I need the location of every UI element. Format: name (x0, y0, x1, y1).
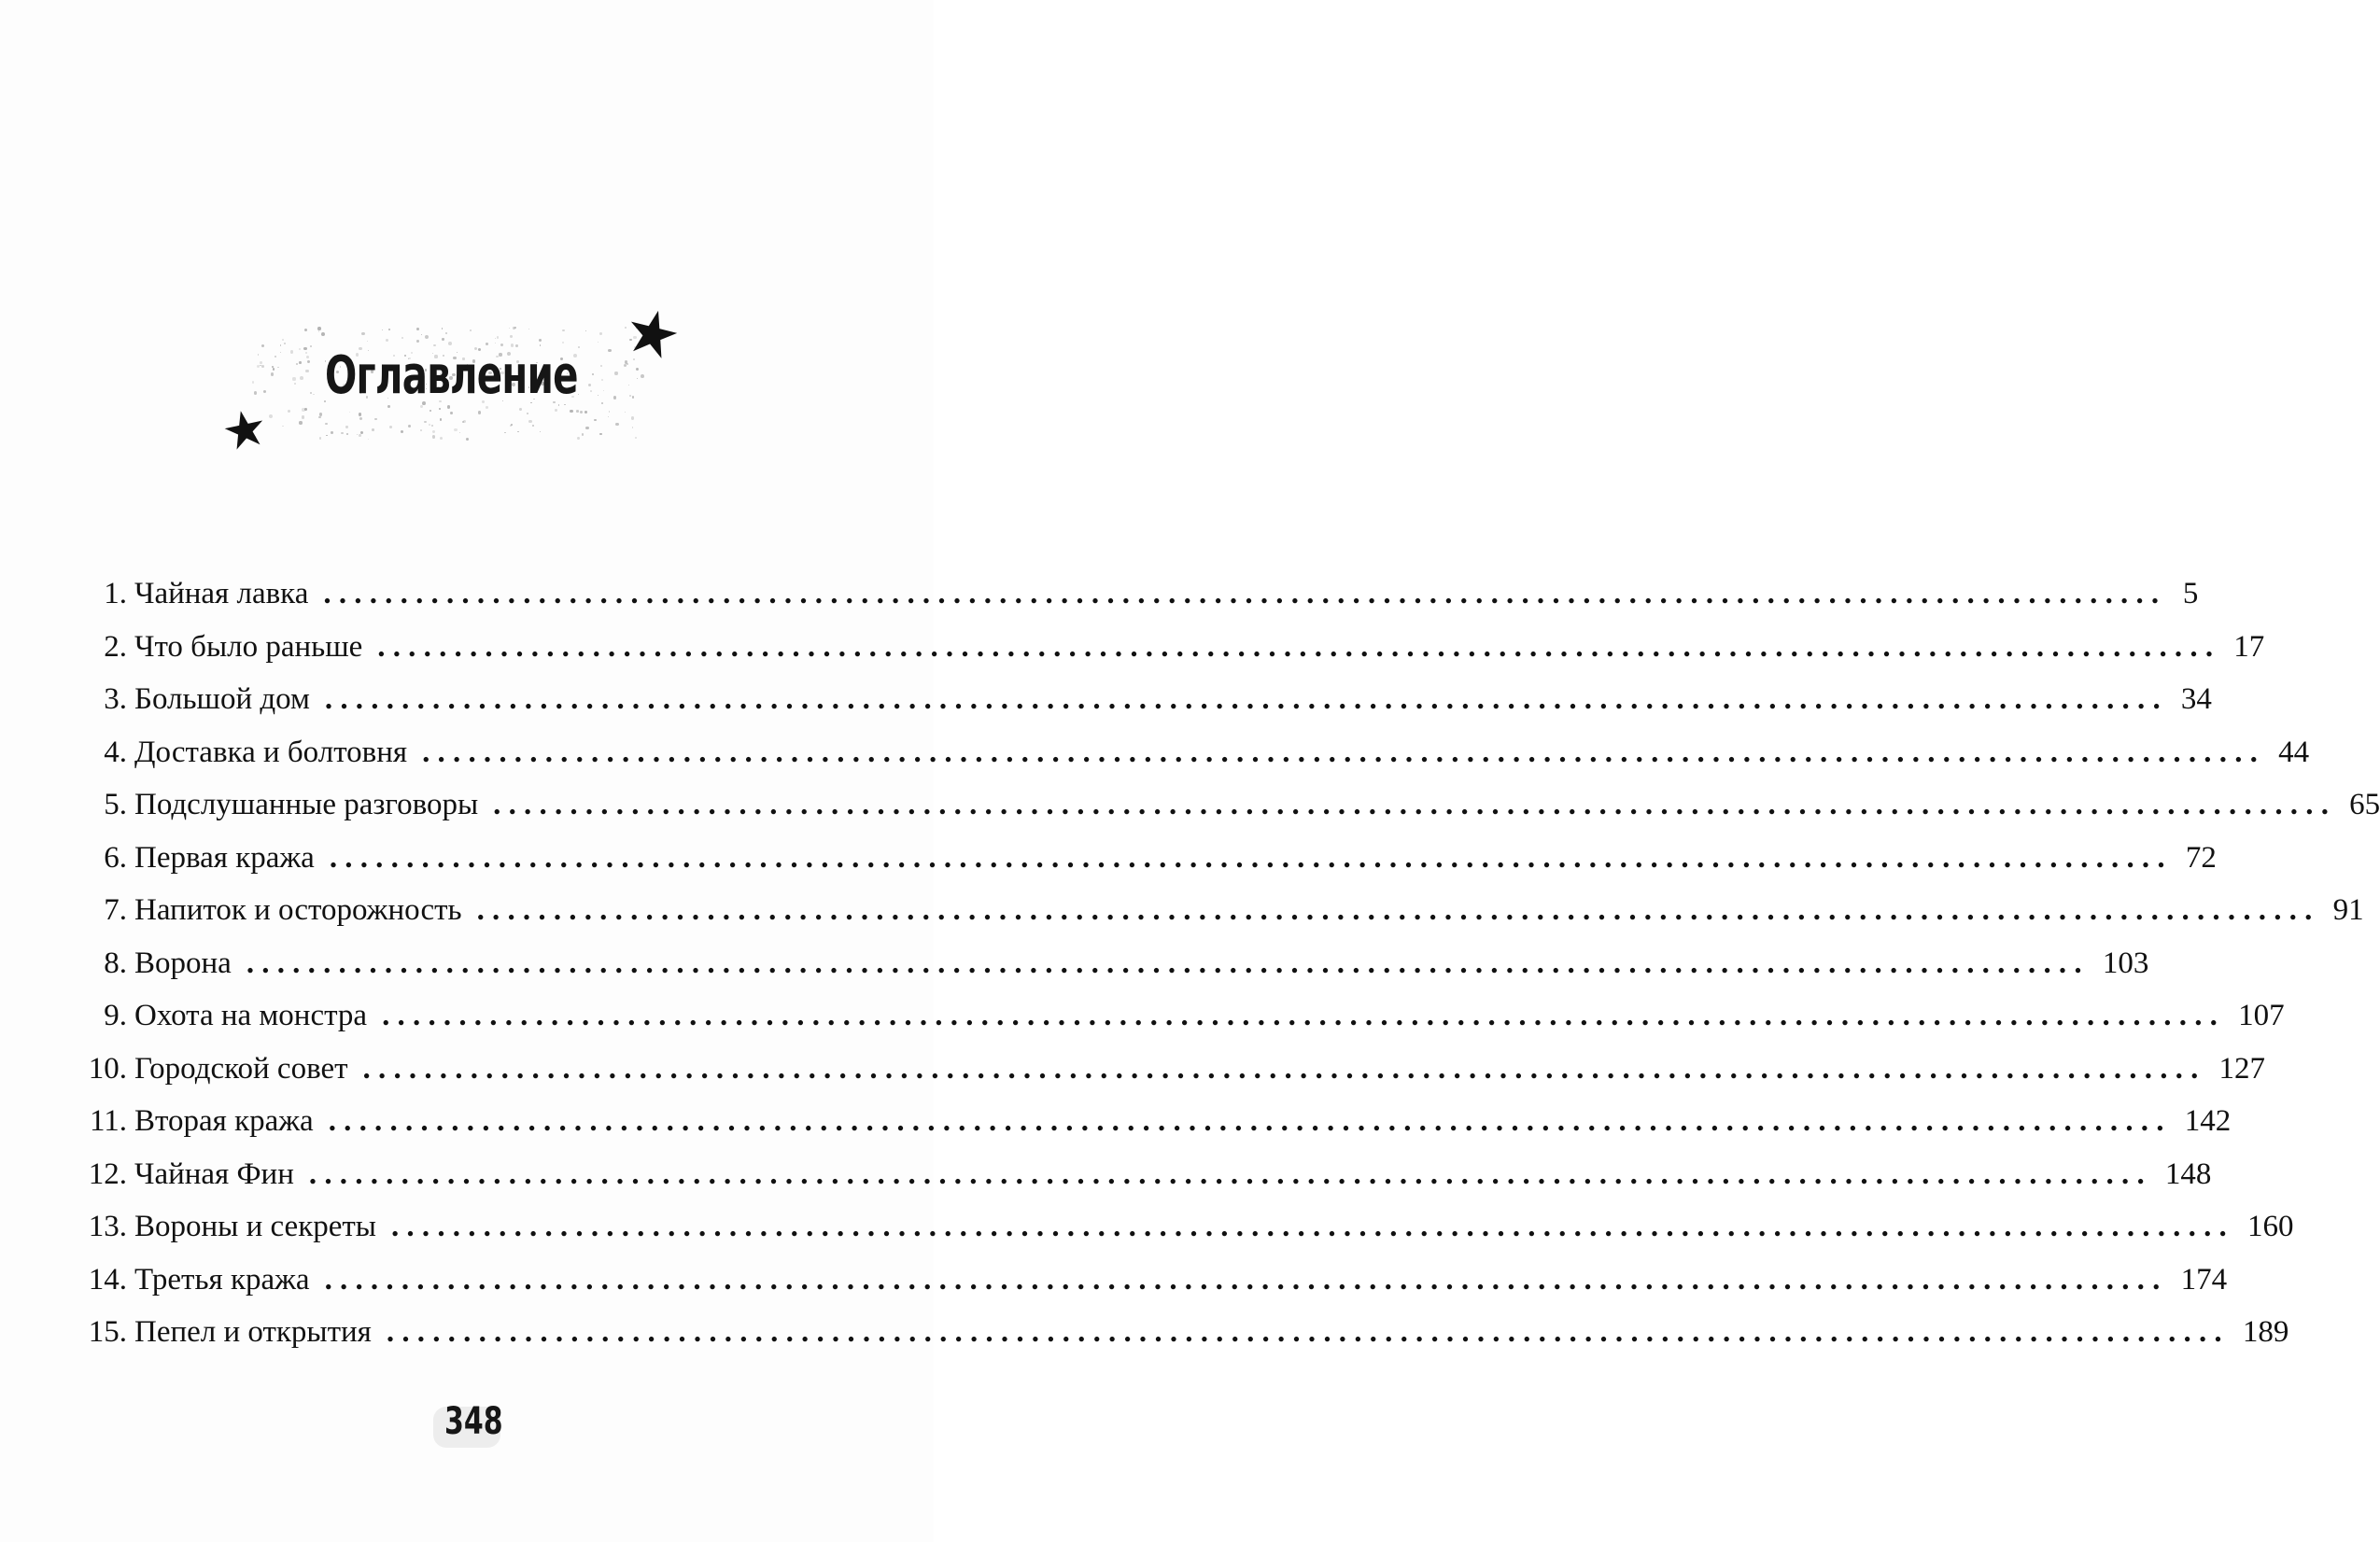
speckle-dot (442, 328, 444, 329)
speckle-dot (296, 363, 297, 364)
speckle-dot (628, 385, 629, 386)
speckle-dot (304, 329, 307, 331)
toc-entry (73, 726, 2310, 779)
speckle-dot (430, 410, 431, 412)
speckle-dot (585, 330, 586, 331)
speckle-dot (562, 329, 564, 331)
speckle-dot (416, 328, 419, 330)
speckle-dot (590, 390, 592, 392)
speckle-dot (302, 415, 305, 419)
speckle-dot (440, 418, 443, 421)
toc-entry (73, 832, 2217, 885)
speckle-dot (599, 332, 602, 335)
toc-entry-page: 148 (2164, 1156, 2212, 1191)
speckle-dot (625, 412, 626, 413)
speckle-dot (580, 411, 583, 414)
toc-entry-title: Вторая кража (134, 1104, 314, 1138)
speckle-dot (425, 335, 429, 339)
speckle-dot (349, 412, 350, 413)
toc-entry-title: Что было раньше (134, 629, 363, 664)
toc-entry (73, 1200, 2294, 1254)
toc-entry (73, 568, 2199, 621)
speckle-dot (310, 392, 313, 395)
speckle-dot (478, 411, 482, 414)
speckle-dot (509, 328, 510, 329)
speckle-dot (631, 416, 635, 420)
speckle-dot (421, 334, 422, 335)
speckle-dot (599, 433, 601, 435)
speckle-dot (420, 429, 422, 431)
toc-entry (73, 884, 2364, 937)
speckle-dot (613, 396, 616, 399)
speckle-dot (357, 434, 358, 435)
toc-entry (73, 1254, 2228, 1307)
speckle-dot (288, 410, 290, 413)
speckle-dot (318, 330, 319, 331)
toc-entry-page: 65 (2349, 788, 2380, 821)
speckle-dot (632, 396, 634, 398)
toc-entry-title: Вороны и секреты (134, 1210, 376, 1243)
toc-entry (73, 778, 2380, 832)
toc-entry-number: 6. (104, 840, 127, 875)
speckle-dot (359, 417, 362, 420)
speckle-dot (625, 327, 627, 329)
speckle-dot (440, 437, 444, 441)
speckle-dot (321, 332, 325, 336)
toc-entry-title: Чайная лавка (134, 577, 309, 610)
speckle-dot (442, 338, 444, 340)
speckle-dot (585, 427, 588, 429)
toc-entry-title: Первая кража (134, 840, 315, 875)
toc-entry-number: 14. (88, 1262, 127, 1297)
toc-dot-leader: ........................................................................................................................ (382, 999, 2226, 1032)
toc-entry-number: 9. (104, 999, 127, 1032)
speckle-dot (540, 431, 541, 432)
speckle-dot (372, 428, 374, 431)
speckle-dot (368, 439, 369, 440)
toc-entry-page: 34 (2180, 682, 2212, 716)
page-title: Оглавление (325, 345, 578, 406)
toc-entry-title: Подслушанные разговоры (134, 788, 479, 821)
speckle-dot (577, 437, 580, 440)
toc-entry (73, 937, 2149, 990)
speckle-dot (513, 327, 514, 329)
speckle-dot (271, 372, 274, 375)
speckle-dot (303, 347, 306, 350)
toc-entry-page: 91 (2332, 893, 2364, 927)
speckle-dot (382, 329, 383, 330)
speckle-dot (361, 332, 364, 335)
toc-entry-number: 3. (104, 682, 127, 716)
toc-entry-title: Третья кража (134, 1262, 310, 1297)
speckle-dot (637, 378, 638, 379)
speckle-dot (601, 402, 603, 404)
toc-entry-title: Городской совет (134, 1051, 348, 1086)
speckle-dot (432, 435, 436, 439)
speckle-dot (280, 344, 281, 345)
speckle-dot (459, 432, 460, 433)
speckle-dot (307, 360, 310, 363)
toc-entry-page: 174 (2180, 1262, 2228, 1297)
speckle-dot (584, 411, 587, 414)
speckle-dot (313, 394, 314, 395)
speckle-dot (576, 410, 579, 413)
toc-entry-page: 189 (2242, 1315, 2289, 1349)
toc-entry-number: 11. (89, 1104, 127, 1138)
speckle-dot (252, 381, 254, 383)
speckle-dot (261, 365, 264, 368)
toc-dot-leader: ........................................................................................................................ (308, 1156, 2152, 1191)
toc-entry-page: 103 (2102, 946, 2149, 980)
speckle-dot (300, 376, 303, 380)
speckle-dot (445, 332, 447, 334)
toc-entry-page: 127 (2218, 1051, 2266, 1086)
toc-entry-number: 1. (104, 577, 127, 610)
toc-entry (73, 989, 2285, 1043)
speckle-dot (261, 344, 264, 347)
speckle-dot (386, 339, 388, 342)
speckle-dot (598, 395, 599, 396)
toc-entry-page: 5 (2182, 577, 2199, 610)
speckle-dot (497, 336, 499, 338)
toc-dot-leader: ........................................................................................................................ (324, 1262, 2168, 1297)
speckle-dot (510, 335, 512, 337)
speckle-dot (592, 373, 594, 375)
speckle-dot (454, 428, 458, 432)
toc-entry-page: 44 (2278, 735, 2310, 769)
speckle-dot (359, 434, 360, 436)
speckle-dot (486, 406, 488, 409)
speckle-dot (299, 361, 301, 363)
speckle-dot (282, 426, 283, 427)
toc-entry-number: 12. (88, 1156, 127, 1191)
speckle-dot (389, 426, 392, 428)
toc-dot-leader: ........................................................................................................................ (390, 1210, 2234, 1243)
speckle-dot (615, 423, 618, 426)
speckle-dot (635, 437, 637, 439)
speckle-dot (341, 432, 343, 434)
speckle-dot (254, 391, 257, 394)
speckle-dot (603, 390, 604, 391)
speckle-dot (294, 383, 296, 385)
toc-entry-number: 7. (104, 893, 127, 927)
speckle-dot (632, 427, 634, 428)
speckle-dot (601, 379, 603, 381)
speckle-dot (305, 352, 307, 354)
speckle-dot (431, 425, 434, 428)
toc-dot-leader: ........................................................................................................................ (324, 682, 2168, 716)
speckle-dot (345, 426, 347, 428)
star-icon (627, 308, 678, 358)
speckle-dot (598, 342, 599, 343)
speckle-dot (388, 329, 390, 330)
speckle-dot (578, 346, 580, 348)
speckle-dot (641, 374, 644, 378)
toc-dot-leader: ........................................................................................................................ (362, 1051, 2206, 1086)
toc-entry (73, 1095, 2232, 1148)
speckle-dot (504, 432, 505, 433)
speckle-dot (304, 408, 307, 411)
speckle-dot (594, 419, 596, 421)
toc-entry (73, 1043, 2266, 1096)
speckle-dot (517, 431, 519, 433)
speckle-dot (319, 437, 321, 439)
toc-dot-leader: ........................................................................................................................ (386, 1315, 2230, 1349)
speckle-dot (588, 384, 591, 386)
speckle-dot (299, 421, 302, 424)
speckle-dot (608, 416, 609, 417)
toc-entry (73, 1306, 2289, 1359)
speckle-dot (292, 377, 295, 380)
speckle-dot (539, 339, 542, 342)
speckle-dot (318, 416, 321, 419)
speckle-dot (614, 371, 617, 374)
toc-entry-number: 13. (88, 1210, 127, 1243)
speckle-dot (280, 352, 281, 353)
speckle-dot (633, 358, 634, 359)
toc-dot-leader: ........................................................................................................................ (329, 840, 2173, 875)
speckle-dot (528, 420, 532, 424)
toc-dot-leader: ........................................................................................................................ (323, 577, 2167, 610)
speckle-dot (519, 408, 523, 412)
toc-entry-number: 4. (104, 735, 127, 769)
speckle-dot (360, 431, 363, 434)
speckle-dot (299, 348, 301, 350)
toc-entry-title: Чайная Фин (134, 1156, 294, 1191)
toc-entry-title: Пепел и открытия (134, 1315, 372, 1349)
speckle-dot (636, 368, 639, 371)
speckle-dot (290, 350, 293, 353)
speckle-dot (424, 421, 426, 423)
speckle-dot (275, 356, 276, 357)
speckle-dot (401, 337, 404, 340)
speckle-dot (401, 430, 403, 433)
toc-entry (73, 673, 2212, 726)
speckle-dot (429, 424, 430, 426)
toc-entry-title: Доставка и болтовня (134, 735, 408, 769)
speckle-dot (258, 354, 259, 355)
speckle-dot (260, 365, 261, 366)
speckle-dot (306, 356, 309, 358)
speckle-dot (273, 368, 275, 370)
toc-entry-page: 107 (2238, 999, 2285, 1032)
speckle-dot (408, 425, 411, 428)
speckle-dot (600, 365, 602, 367)
speckle-dot (532, 425, 534, 427)
toc-entry (73, 1148, 2212, 1201)
speckle-dot (432, 430, 435, 433)
speckle-dot (562, 342, 563, 343)
speckle-dot (310, 345, 312, 347)
speckle-dot (260, 361, 262, 364)
speckle-dot (359, 413, 362, 416)
speckle-dot (582, 433, 584, 435)
speckle-dot (269, 414, 273, 418)
speckle-dot (346, 433, 348, 435)
toc-dot-leader: ........................................................................................................................ (422, 735, 2266, 769)
speckle-dot (325, 423, 328, 426)
toc-entry-title: Напиток и осторожность (134, 893, 462, 927)
speckle-dot (331, 431, 333, 434)
toc-entry-number: 5. (104, 788, 127, 821)
toc-dot-leader: ........................................................................................................................ (476, 893, 2320, 927)
toc-entry-number: 2. (104, 629, 127, 664)
toc-entry-page: 17 (2233, 629, 2265, 664)
toc-dot-leader: ........................................................................................................................ (328, 1104, 2172, 1138)
speckle-dot (609, 411, 610, 412)
speckle-dot (416, 340, 419, 343)
speckle-dot (317, 327, 321, 330)
speckle-dot (578, 394, 579, 395)
speckle-dot (510, 425, 512, 427)
toc-dot-leader: ........................................................................................................................ (377, 629, 2221, 664)
speckle-dot (277, 367, 279, 369)
speckle-dot (319, 413, 322, 415)
speckle-dot (326, 435, 328, 437)
speckle-dot (450, 412, 453, 414)
star-icon (224, 409, 265, 450)
toc-entry-number: 15. (88, 1315, 127, 1349)
speckle-dot (282, 339, 284, 341)
speckle-dot (570, 410, 573, 414)
speckle-dot (608, 349, 612, 353)
speckle-dot (263, 390, 266, 393)
speckle-dot (305, 370, 308, 372)
speckle-dot (629, 395, 631, 397)
toc-dot-leader: ........................................................................................................................ (493, 788, 2337, 821)
toc-entry-page: 72 (2185, 840, 2217, 875)
title-block (215, 308, 682, 457)
toc-entry-number: 10. (88, 1051, 127, 1086)
speckle-dot (527, 413, 528, 414)
speckle-dot (555, 409, 557, 412)
toc-entry-page: 160 (2246, 1210, 2294, 1243)
toc-dot-leader: ........................................................................................................................ (246, 946, 2090, 980)
speckle-dot (439, 408, 441, 410)
speckle-dot (466, 438, 469, 441)
table-of-contents (73, 568, 2380, 1359)
toc-entry-title: Ворона (134, 946, 232, 980)
toc-entry-title: Охота на монстра (134, 999, 368, 1032)
toc-entry (73, 621, 2265, 674)
toc-entry-title: Большой дом (134, 682, 310, 716)
speckle-dot (367, 341, 368, 342)
toc-entry-page: 142 (2184, 1104, 2232, 1138)
toc-entry-number: 8. (104, 946, 127, 980)
page-number: 348 (444, 1400, 503, 1443)
speckle-dot (470, 329, 472, 331)
speckle-dot (374, 418, 376, 420)
